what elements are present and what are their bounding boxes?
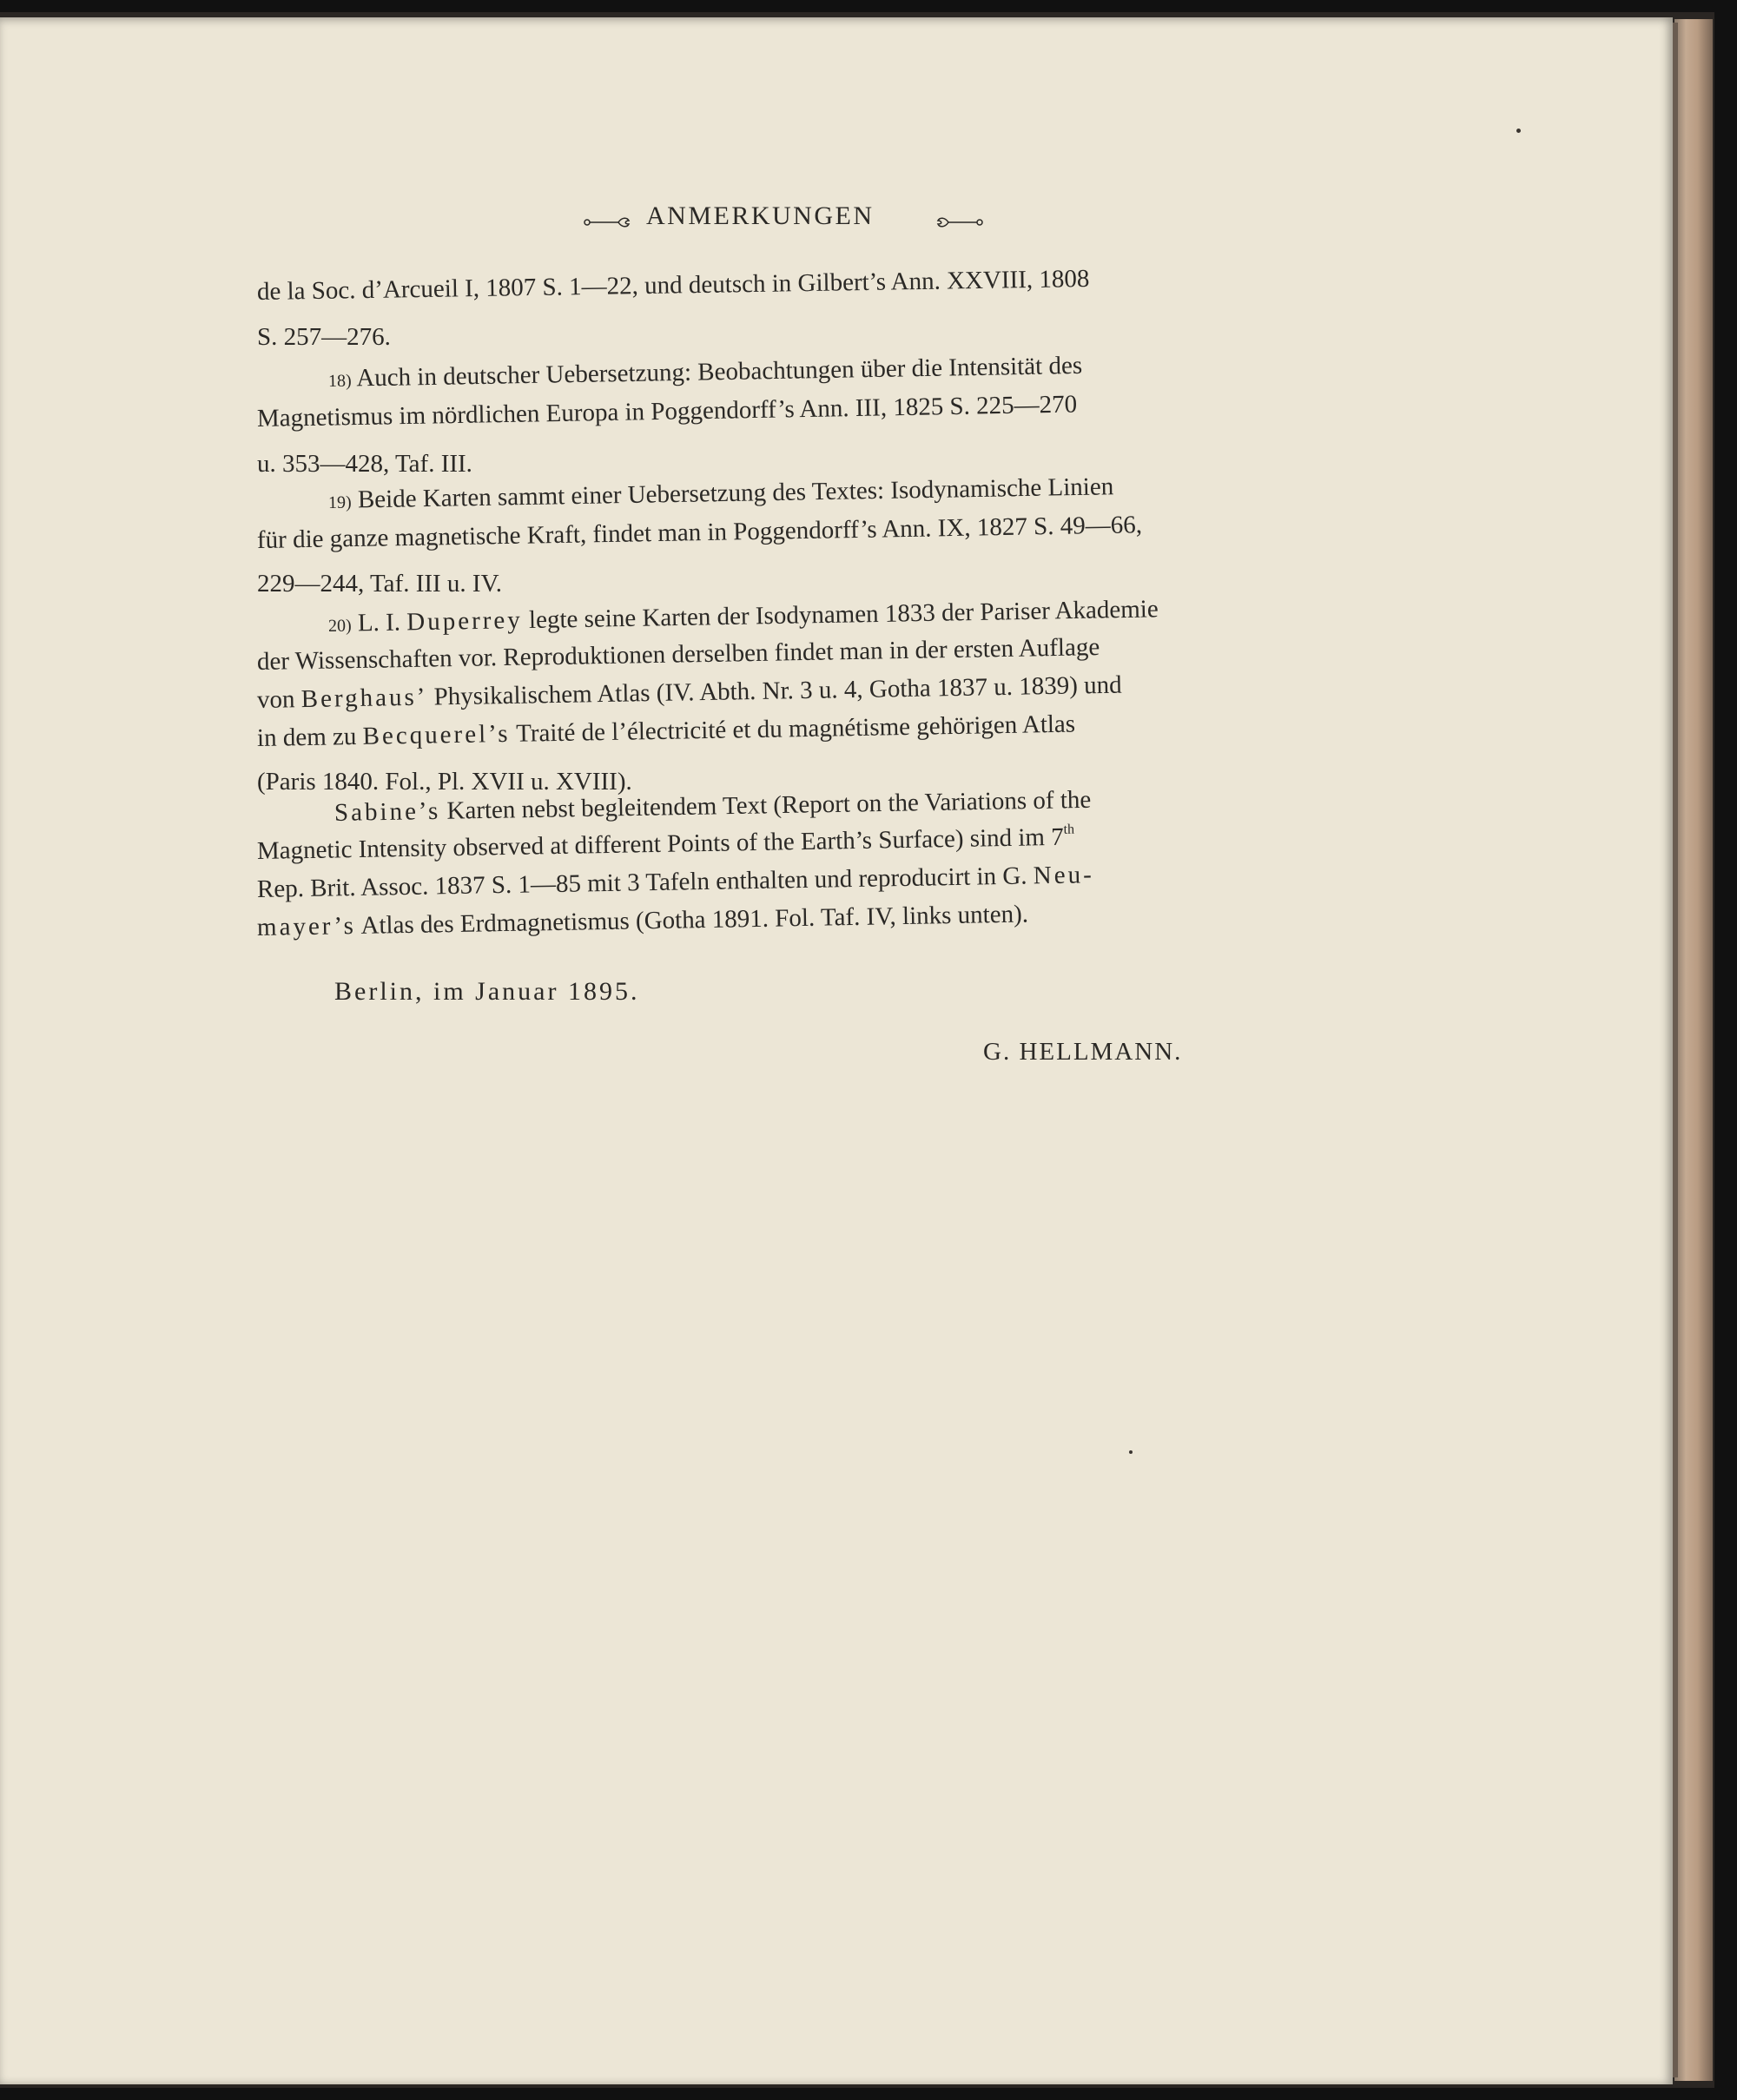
right-ornament-icon	[933, 217, 983, 228]
note-line: S. 257—276.	[257, 323, 391, 351]
note-line: 229—244, Taf. III u. IV.	[257, 570, 503, 598]
page-edge	[1674, 19, 1713, 2081]
paper-speck	[1129, 1450, 1133, 1454]
book-page	[0, 17, 1673, 2084]
footnote-19: 19) Beide Karten sammt einer Uebersetzung des Textes: Isodynamische Linien	[327, 472, 1114, 514]
left-ornament-icon	[584, 217, 634, 228]
footnote-number: 20)	[327, 616, 352, 636]
footnote-20: 20) L. I. Duperrey legte seine Karten der Isodynamen 1833 der Pariser Akademie	[327, 595, 1159, 637]
note-line: Magnetic Intensity observed at different Points of the Earth’s Surface) sind im 7th	[256, 822, 1075, 865]
note-line: Rep. Brit. Assoc. 1837 S. 1—85 mit 3 Tafeln enthalten und reproducirt in G. Neu-	[256, 861, 1095, 903]
note-line: von Berghaus’ Physikalischem Atlas (IV. Abth. Nr. 3 u. 4, Gotha 1837 u. 1839) und	[256, 670, 1122, 714]
footnote-number: 18)	[327, 371, 352, 391]
note-line: u. 353—428, Taf. III.	[257, 450, 472, 478]
page-header	[584, 201, 983, 236]
paper-speck	[1516, 129, 1521, 133]
note-line: Magnetismus im nördlichen Europa in Poggendorff’s Ann. III, 1825 S. 225—270	[256, 390, 1078, 433]
author-signature: G. HELLMANN.	[983, 1038, 1183, 1066]
place-and-date: Berlin, im Januar 1895.	[334, 977, 640, 1006]
note-line: der Wissenschaften vor. Reproduktionen derselben findet man in der ersten Auflage	[256, 633, 1100, 676]
note-line: mayer’s Atlas des Erdmagnetismus (Gotha 1891. Fol. Taf. IV, links unten).	[256, 900, 1029, 941]
note-line: (Paris 1840. Fol., Pl. XVII u. XVIII).	[257, 768, 632, 796]
note-line: in dem zu Becquerel’s Traité de l’électricité et du magnétisme gehörigen Atlas	[256, 710, 1076, 752]
note-line: Sabine’s Karten nebst begleitendem Text (Report on the Variations of the	[334, 785, 1092, 827]
note-line: für die ganze magnetische Kraft, findet man in Poggendorff’s Ann. IX, 1827 S. 49—66,	[256, 511, 1143, 554]
note-line: de la Soc. d’Arcueil I, 1807 S. 1—22, und deutsch in Gilbert’s Ann. XXVIII, 1808	[256, 264, 1090, 306]
page-title: ANMERKUNGEN	[646, 201, 875, 230]
footnote-18: 18) Auch in deutscher Uebersetzung: Beobachtungen über die Intensität des	[327, 351, 1083, 393]
footnote-number: 19)	[327, 492, 352, 512]
